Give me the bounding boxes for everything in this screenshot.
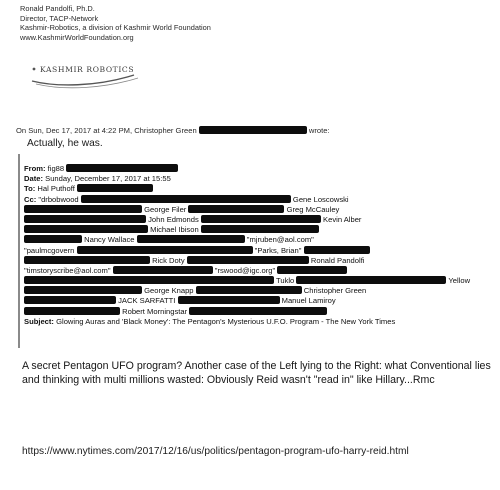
redaction-block <box>189 307 327 315</box>
cc-entry[interactable]: "rswood@igc.org" <box>214 265 276 275</box>
redaction-block <box>296 276 446 284</box>
redaction-block <box>187 256 309 264</box>
signature-org: Kashmir-Robotics, a division of Kashmir World Foundation <box>20 23 211 33</box>
cc-entry[interactable]: Manuel Lamiroy <box>281 296 336 306</box>
quote-bar <box>18 154 20 348</box>
article-link[interactable]: https://www.nytimes.com/2017/12/16/us/politics/pentagon-program-ufo-harry-reid.html <box>22 446 409 457</box>
cc-entry[interactable]: Yellow <box>448 276 471 286</box>
cc-entry[interactable]: "paulmcgovern <box>24 245 75 255</box>
date-value: Sunday, December 17, 2017 at 15:55 <box>45 174 171 184</box>
kashmir-robotics-logo <box>26 61 144 93</box>
cc-row <box>24 246 494 256</box>
cc-row <box>24 256 494 266</box>
cc-entry[interactable]: Tuklo <box>275 276 295 286</box>
email-signature <box>20 4 211 42</box>
redaction-block <box>24 205 142 213</box>
cc-entry[interactable]: Kevin Alber <box>323 214 362 224</box>
redaction-block <box>77 246 253 254</box>
forwarded-message <box>24 164 494 327</box>
cc-entry[interactable]: George Filer <box>144 204 187 214</box>
cc-entry[interactable]: George Knapp <box>144 286 194 296</box>
to-row <box>24 184 494 194</box>
cc-row <box>24 266 494 276</box>
cc-row <box>24 195 494 205</box>
cc-entry[interactable]: "drbobwood <box>38 194 79 204</box>
cc-entry[interactable]: Nancy Wallace <box>84 235 135 245</box>
signature-name: Ronald Pandolfi, Ph.D. <box>20 4 95 13</box>
redaction-block <box>201 215 321 223</box>
cc-entry[interactable]: John Edmonds <box>148 214 199 224</box>
from-row <box>24 164 494 174</box>
cc-entry[interactable]: Ronald Pandolfi <box>310 255 365 265</box>
redaction-block <box>24 235 82 243</box>
cc-entry[interactable]: JACK SARFATTI <box>118 296 176 306</box>
cc-row <box>24 225 494 235</box>
redaction-block <box>81 195 291 203</box>
redaction-block <box>24 296 116 304</box>
redaction-block <box>277 266 347 274</box>
cc-entry[interactable]: Gene Loscowski <box>292 194 349 204</box>
cc-entry[interactable]: Robert Morningstar <box>122 306 188 316</box>
cc-row <box>24 296 494 306</box>
redaction-block <box>77 184 153 192</box>
subject-label: Subject: <box>24 316 54 326</box>
cc-entry[interactable]: Michael Ibison <box>150 225 199 235</box>
cc-row <box>24 286 494 296</box>
signature-title: Director, TACP-Network <box>20 13 99 23</box>
redaction-block <box>66 164 178 172</box>
from-label: From: <box>24 164 46 173</box>
redaction-block <box>188 205 284 213</box>
subject-row <box>24 317 494 327</box>
redaction-block <box>137 235 245 243</box>
cc-row <box>24 215 494 225</box>
reply-text: Actually, he was. <box>27 138 103 149</box>
redaction-block <box>24 256 150 264</box>
reply-header-suffix: wrote: <box>308 126 330 135</box>
redaction-block <box>24 286 142 294</box>
logo-text: KASHMIR ROBOTICS <box>40 65 135 74</box>
cc-label: Cc: <box>24 194 37 204</box>
redaction-block <box>24 225 148 233</box>
redaction-block <box>201 225 319 233</box>
subject-value: Glowing Auras and 'Black Money': The Pentagon's Mysterious U.F.O. Program - The New York Times <box>56 316 396 326</box>
cc-entry[interactable]: Rick Doty <box>152 255 185 265</box>
redaction-block <box>24 307 120 315</box>
from-value[interactable]: fig88 <box>47 164 65 173</box>
cc-entry[interactable]: "Parks, Brian" <box>254 245 302 255</box>
message-body: A secret Pentagon UFO program? Another case of the Left lying to the Right: what Conventional lies and thinking with multi millions wasted: Obviously Reid wasn't "read in" like Hillary...Rmc <box>22 360 491 386</box>
redaction-block <box>113 266 213 274</box>
to-value[interactable]: Hal Puthoff <box>37 184 75 194</box>
date-label: Date: <box>24 174 43 184</box>
date-row <box>24 174 494 184</box>
redaction-block <box>304 246 370 254</box>
cc-entry[interactable]: "timstoryscribe@aol.com" <box>24 265 111 275</box>
redaction-block <box>178 296 280 304</box>
cc-row <box>24 276 494 286</box>
reply-header-prefix: On Sun, Dec 17, 2017 at 4:22 PM, Christopher Green <box>16 126 197 135</box>
cc-entry[interactable]: Christopher Green <box>303 286 367 296</box>
cc-row <box>24 235 494 245</box>
to-label: To: <box>24 184 36 194</box>
reply-header <box>16 126 330 135</box>
cc-row <box>24 307 494 317</box>
cc-entry[interactable]: "mjruben@aol.com" <box>246 235 314 245</box>
redaction-block <box>199 126 307 134</box>
redaction-block <box>24 276 274 284</box>
cc-row <box>24 205 494 215</box>
redaction-block <box>196 286 302 294</box>
redaction-block <box>24 215 146 223</box>
signature-website[interactable]: www.KashmirWorldFoundation.org <box>20 32 134 42</box>
cc-entry[interactable]: Greg McCauley <box>286 204 340 214</box>
